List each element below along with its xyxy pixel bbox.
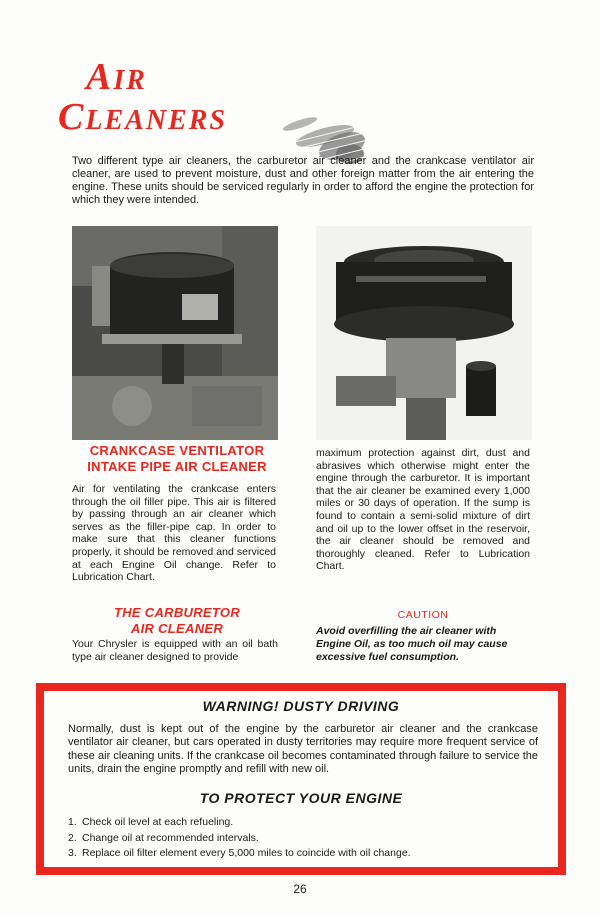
carburetor-section-body: Your Chrysler is equipped with an oil bath type air cleaner designed to provide bbox=[72, 638, 278, 663]
step-text: Check oil level at each refueling. bbox=[82, 816, 234, 828]
intro-paragraph: Two different type air cleaners, the carburetor air cleaner and the crankcase ventilator air cleaner, are used to prevent moisture, dust and other foreign matter from the air entering the engine. These units should be serviced regularly in order to afford the engine the protection for which they were intended. bbox=[72, 155, 534, 206]
title-line-cleaners: CLEANERS bbox=[58, 96, 227, 138]
protect-steps-list bbox=[68, 815, 538, 862]
title-line-air: AIR bbox=[86, 56, 147, 98]
step-number: 2. bbox=[68, 831, 77, 844]
crankcase-heading-line1: CRANKCASE VENTILATOR bbox=[89, 443, 265, 458]
page-number: 26 bbox=[293, 882, 307, 896]
step-text: Change oil at recommended intervals. bbox=[82, 831, 259, 844]
protect-engine-title: TO PROTECT YOUR ENGINE bbox=[199, 790, 403, 806]
carburetor-heading-line2: AIR CLEANER bbox=[130, 621, 224, 636]
carburetor-air-cleaner-photo bbox=[316, 226, 532, 440]
carburetor-heading-line1: THE CARBURETOR bbox=[113, 605, 241, 620]
crankcase-section-heading bbox=[72, 443, 282, 475]
caution-text: Avoid overfilling the air cleaner with Engine Oil, as too much oil may cause excessive fuel consumption. bbox=[316, 625, 508, 663]
warning-box bbox=[36, 683, 566, 875]
list-item bbox=[68, 846, 538, 862]
list-item bbox=[68, 815, 538, 831]
caution-label: CAUTION bbox=[397, 609, 449, 621]
carburetor-section-heading bbox=[72, 605, 282, 637]
step-text: Replace oil filter element every 5,000 miles to coincide with oil change. bbox=[82, 847, 411, 859]
list-item bbox=[68, 831, 538, 847]
warning-title: WARNING! DUSTY DRIVING bbox=[202, 698, 400, 714]
step-number: 1. bbox=[68, 816, 77, 828]
step-number: 3. bbox=[68, 847, 77, 859]
crankcase-section-body: Air for ventilating the crankcase enters through the oil filler pipe. This air is filtered by passing through an air cleaner which serves as the filler-pipe cap. In order to make sure that this cleaner functions properly, it should be removed and serviced at each Engine Oil change. Refer to Lubrication Chart. bbox=[72, 483, 276, 584]
carburetor-section-body-continued: maximum protection against dirt, dust and abrasives which otherwise might enter the engine through the carburetor. It is important that the air cleaner be examined every 1,000 miles or 30 days of operation. If the sump is found to contain a semi-solid mixture of dirt and oil up to the lower offset in the reservoir, the air cleaner should be removed and thoroughly cleaned. Refer to Lubrication Chart. bbox=[316, 447, 530, 573]
crankcase-heading-line2: INTAKE PIPE AIR CLEANER bbox=[87, 459, 267, 474]
warning-text: Normally, dust is kept out of the engine by the carburetor air cleaner and the crankcase ventilator air cleaner, but cars operated in dusty territories may require more frequent service of these air cleaning units. If the crankcase oil becomes contaminated through failure to service the units, drain the engine promptly and refill with new oil. bbox=[68, 723, 538, 776]
crankcase-air-cleaner-photo bbox=[72, 226, 278, 440]
